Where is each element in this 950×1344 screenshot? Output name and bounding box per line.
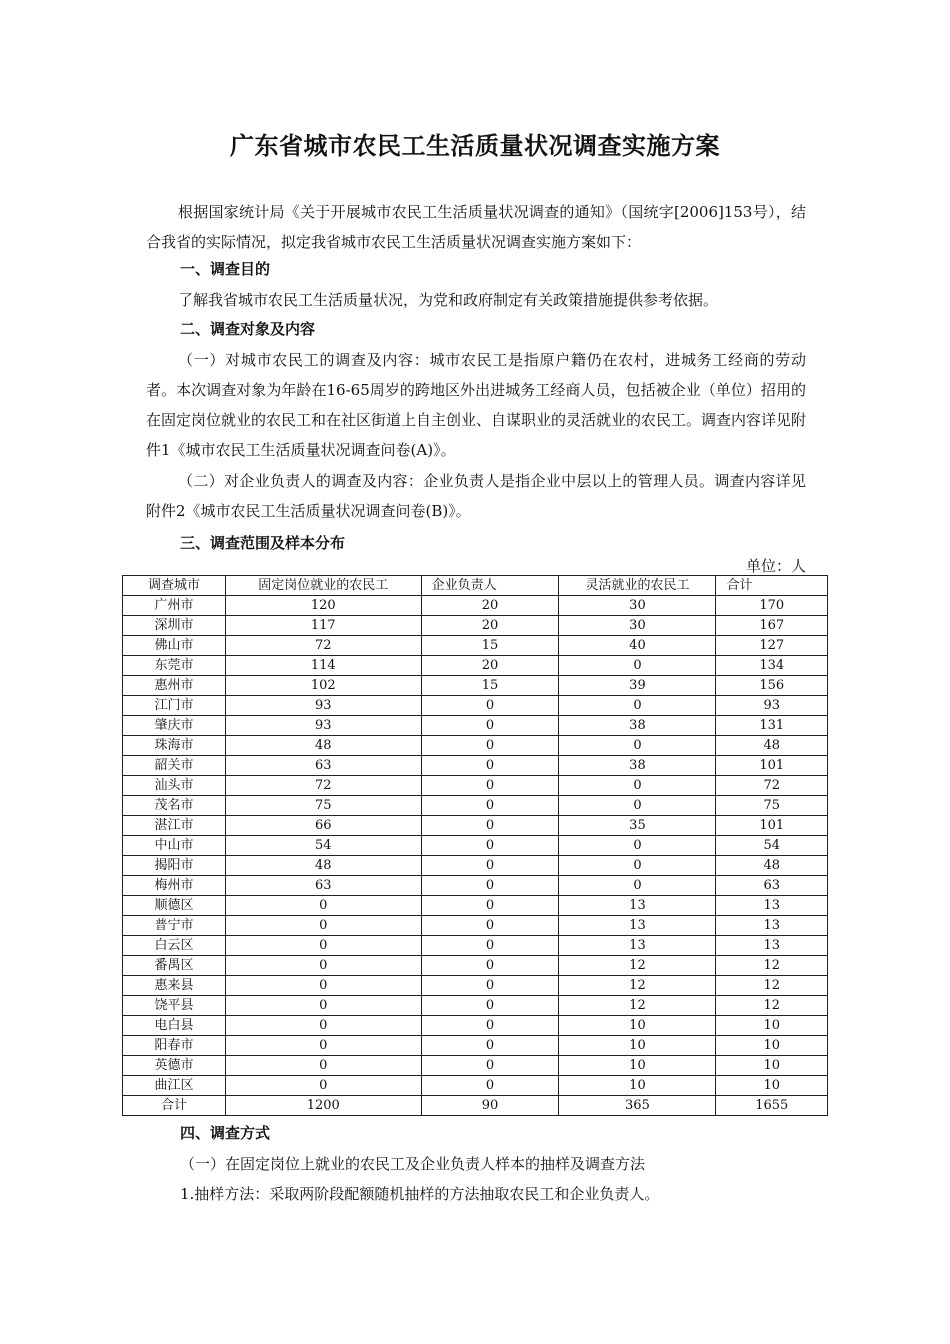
section4-item-1: 1.抽样方法：采取两阶段配额随机抽样的方法抽取农民工和企业负责人。 [180, 1185, 660, 1203]
table-cell: 0 [225, 916, 421, 936]
table-cell: 10 [716, 1076, 828, 1096]
table-cell: 10 [559, 1016, 716, 1036]
table-cell: 48 [716, 736, 828, 756]
table-cell: 63 [225, 876, 421, 896]
table-cell: 93 [225, 696, 421, 716]
table-row [123, 1016, 828, 1036]
table-cell: 0 [559, 836, 716, 856]
table-cell: 江门市 [123, 696, 226, 716]
table-cell: 曲江区 [123, 1076, 226, 1096]
table-body [123, 596, 828, 1116]
table-cell: 0 [559, 736, 716, 756]
table-cell: 普宁市 [123, 916, 226, 936]
table-cell: 顺德区 [123, 896, 226, 916]
table-cell: 0 [421, 776, 559, 796]
table-row [123, 736, 828, 756]
table-row [123, 756, 828, 776]
table-cell: 0 [225, 1076, 421, 1096]
table-cell: 127 [716, 636, 828, 656]
column-header-flexible-workers: 灵活就业的农民工 [559, 576, 716, 596]
table-cell: 0 [421, 896, 559, 916]
table-cell: 12 [716, 996, 828, 1016]
table-cell: 0 [559, 656, 716, 676]
table-row [123, 1076, 828, 1096]
table-cell: 167 [716, 616, 828, 636]
table-cell: 电白县 [123, 1016, 226, 1036]
table-row [123, 876, 828, 896]
table-cell: 0 [225, 896, 421, 916]
table-cell: 12 [559, 976, 716, 996]
table-cell: 0 [225, 996, 421, 1016]
table-cell: 170 [716, 596, 828, 616]
table-cell: 117 [225, 616, 421, 636]
intro-paragraph: 根据国家统计局《关于开展城市农民工生活质量状况调查的通知》（国统字[2006]153号），结合我省的实际情况，拟定我省城市农民工生活质量状况调查实施方案如下： [146, 203, 806, 251]
table-row [123, 916, 828, 936]
table-cell: 中山市 [123, 836, 226, 856]
table-cell: 48 [716, 856, 828, 876]
table-cell: 131 [716, 716, 828, 736]
table-cell: 0 [421, 816, 559, 836]
table-cell: 10 [716, 1056, 828, 1076]
table-cell: 48 [225, 736, 421, 756]
table-cell: 13 [716, 936, 828, 956]
column-header-city: 调查城市 [123, 576, 226, 596]
table-row [123, 776, 828, 796]
table-cell: 13 [559, 936, 716, 956]
table-row [123, 936, 828, 956]
table-cell: 0 [225, 1036, 421, 1056]
table-cell: 0 [421, 936, 559, 956]
table-cell: 12 [559, 956, 716, 976]
table-cell: 0 [421, 1036, 559, 1056]
table-cell: 30 [559, 616, 716, 636]
table-cell: 0 [559, 696, 716, 716]
column-header-total: 合计 [716, 576, 828, 596]
table-cell: 101 [716, 816, 828, 836]
table-cell: 佛山市 [123, 636, 226, 656]
table-cell: 0 [421, 736, 559, 756]
table-row [123, 696, 828, 716]
table-cell: 54 [716, 836, 828, 856]
table-cell: 10 [559, 1056, 716, 1076]
section2-heading: 二、调查对象及内容 [180, 320, 316, 338]
table-cell: 40 [559, 636, 716, 656]
table-cell: 12 [716, 976, 828, 996]
table-row [123, 836, 828, 856]
section4-heading: 四、调查方式 [180, 1124, 271, 1142]
table-cell: 101 [716, 756, 828, 776]
table-row [123, 616, 828, 636]
table-cell: 饶平县 [123, 996, 226, 1016]
table-row [123, 1036, 828, 1056]
table-cell: 102 [225, 676, 421, 696]
table-cell: 13 [716, 916, 828, 936]
table-cell: 深圳市 [123, 616, 226, 636]
table-cell: 38 [559, 716, 716, 736]
table-row [123, 896, 828, 916]
table-row [123, 636, 828, 656]
table-cell: 12 [716, 956, 828, 976]
table-cell: 合计 [123, 1096, 226, 1116]
table-cell: 38 [559, 756, 716, 776]
table-cell: 0 [421, 916, 559, 936]
table-cell: 15 [421, 636, 559, 656]
table-cell: 0 [421, 976, 559, 996]
table-cell: 10 [559, 1036, 716, 1056]
table-cell: 0 [559, 776, 716, 796]
table-cell: 肇庆市 [123, 716, 226, 736]
table-cell: 66 [225, 816, 421, 836]
table-cell: 0 [421, 716, 559, 736]
table-cell: 10 [716, 1036, 828, 1056]
table-cell: 茂名市 [123, 796, 226, 816]
table-cell: 72 [225, 636, 421, 656]
table-cell: 72 [225, 776, 421, 796]
table-row [123, 996, 828, 1016]
table-cell: 156 [716, 676, 828, 696]
table-cell: 13 [559, 916, 716, 936]
table-row [123, 956, 828, 976]
column-header-fixed-workers: 固定岗位就业的农民工 [225, 576, 421, 596]
table-cell: 揭阳市 [123, 856, 226, 876]
table-cell: 20 [421, 596, 559, 616]
table-cell: 白云区 [123, 936, 226, 956]
table-cell: 72 [716, 776, 828, 796]
table-unit-label: 单位：人 [745, 557, 806, 575]
table-cell: 35 [559, 816, 716, 836]
table-cell: 湛江市 [123, 816, 226, 836]
table-cell: 汕头市 [123, 776, 226, 796]
table-cell: 0 [421, 836, 559, 856]
table-cell: 英德市 [123, 1056, 226, 1076]
table-header-row [123, 576, 828, 596]
table-cell: 15 [421, 676, 559, 696]
table-cell: 0 [225, 1016, 421, 1036]
table-cell: 1655 [716, 1096, 828, 1116]
table-row [123, 856, 828, 876]
table-cell: 120 [225, 596, 421, 616]
table-cell: 39 [559, 676, 716, 696]
section2-paragraph-1: （一）对城市农民工的调查及内容：城市农民工是指原户籍仍在农村，进城务工经商的劳动者。本次调查对象为年龄在16-65周岁的跨地区外出进城务工经商人员，包括被企业（单位）招用的在固定岗位就业的农民工和在社区街道上自主创业、自谋职业的灵活就业的农民工。调查内容详见附件1《城市农民工生活质量状况调查问卷(A)》。 [146, 351, 807, 459]
table-row [123, 796, 828, 816]
table-cell: 0 [421, 856, 559, 876]
table-cell: 114 [225, 656, 421, 676]
table-cell: 93 [225, 716, 421, 736]
table-cell: 13 [716, 896, 828, 916]
section1-text: 了解我省城市农民工生活质量状况，为党和政府制定有关政策措施提供参考依据。 [178, 291, 719, 309]
table-cell: 0 [421, 1016, 559, 1036]
table-cell: 番禺区 [123, 956, 226, 976]
table-cell: 0 [421, 996, 559, 1016]
section1-heading: 一、调查目的 [180, 260, 271, 278]
table-cell: 90 [421, 1096, 559, 1116]
table-cell: 12 [559, 996, 716, 1016]
table-row [123, 976, 828, 996]
table-cell: 10 [559, 1076, 716, 1096]
table-cell: 0 [421, 1056, 559, 1076]
table-cell: 1200 [225, 1096, 421, 1116]
table-cell: 0 [225, 936, 421, 956]
table-cell: 10 [716, 1016, 828, 1036]
table-cell: 63 [716, 876, 828, 896]
table-cell: 惠州市 [123, 676, 226, 696]
table-row [123, 656, 828, 676]
sample-distribution-table [122, 575, 828, 1116]
table-cell: 0 [421, 756, 559, 776]
table-cell: 75 [225, 796, 421, 816]
table-cell: 韶关市 [123, 756, 226, 776]
table-cell: 珠海市 [123, 736, 226, 756]
table-cell: 0 [225, 976, 421, 996]
table-cell: 54 [225, 836, 421, 856]
table-row [123, 1056, 828, 1076]
table-cell: 0 [421, 956, 559, 976]
table-cell: 惠来县 [123, 976, 226, 996]
table-cell: 0 [421, 796, 559, 816]
table-cell: 20 [421, 616, 559, 636]
table-cell: 0 [559, 876, 716, 896]
table-cell: 东莞市 [123, 656, 226, 676]
table-cell: 0 [559, 856, 716, 876]
table-cell: 梅州市 [123, 876, 226, 896]
table-cell: 广州市 [123, 596, 226, 616]
table-total-row [123, 1096, 828, 1116]
table-cell: 63 [225, 756, 421, 776]
section2-paragraph-2: （二）对企业负责人的调查及内容：企业负责人是指企业中层以上的管理人员。调查内容详见附件2《城市农民工生活质量状况调查问卷(B)》。 [146, 472, 806, 520]
table-cell: 365 [559, 1096, 716, 1116]
table-row [123, 676, 828, 696]
table-row [123, 816, 828, 836]
table-cell: 13 [559, 896, 716, 916]
table-row [123, 716, 828, 736]
document-title: 广东省城市农民工生活质量状况调查实施方案 [230, 132, 720, 160]
table-cell: 48 [225, 856, 421, 876]
table-cell: 93 [716, 696, 828, 716]
table-row [123, 596, 828, 616]
section3-heading: 三、调查范围及样本分布 [180, 534, 346, 552]
table-cell: 134 [716, 656, 828, 676]
table-cell: 0 [421, 696, 559, 716]
table-cell: 0 [559, 796, 716, 816]
table-cell: 0 [225, 1056, 421, 1076]
table-cell: 0 [421, 876, 559, 896]
table-cell: 0 [225, 956, 421, 976]
column-header-managers: 企业负责人 [421, 576, 559, 596]
table-cell: 阳春市 [123, 1036, 226, 1056]
table-cell: 0 [421, 1076, 559, 1096]
table-cell: 30 [559, 596, 716, 616]
table-cell: 75 [716, 796, 828, 816]
section4-subheading: （一）在固定岗位上就业的农民工及企业负责人样本的抽样及调查方法 [180, 1155, 646, 1173]
table-cell: 20 [421, 656, 559, 676]
